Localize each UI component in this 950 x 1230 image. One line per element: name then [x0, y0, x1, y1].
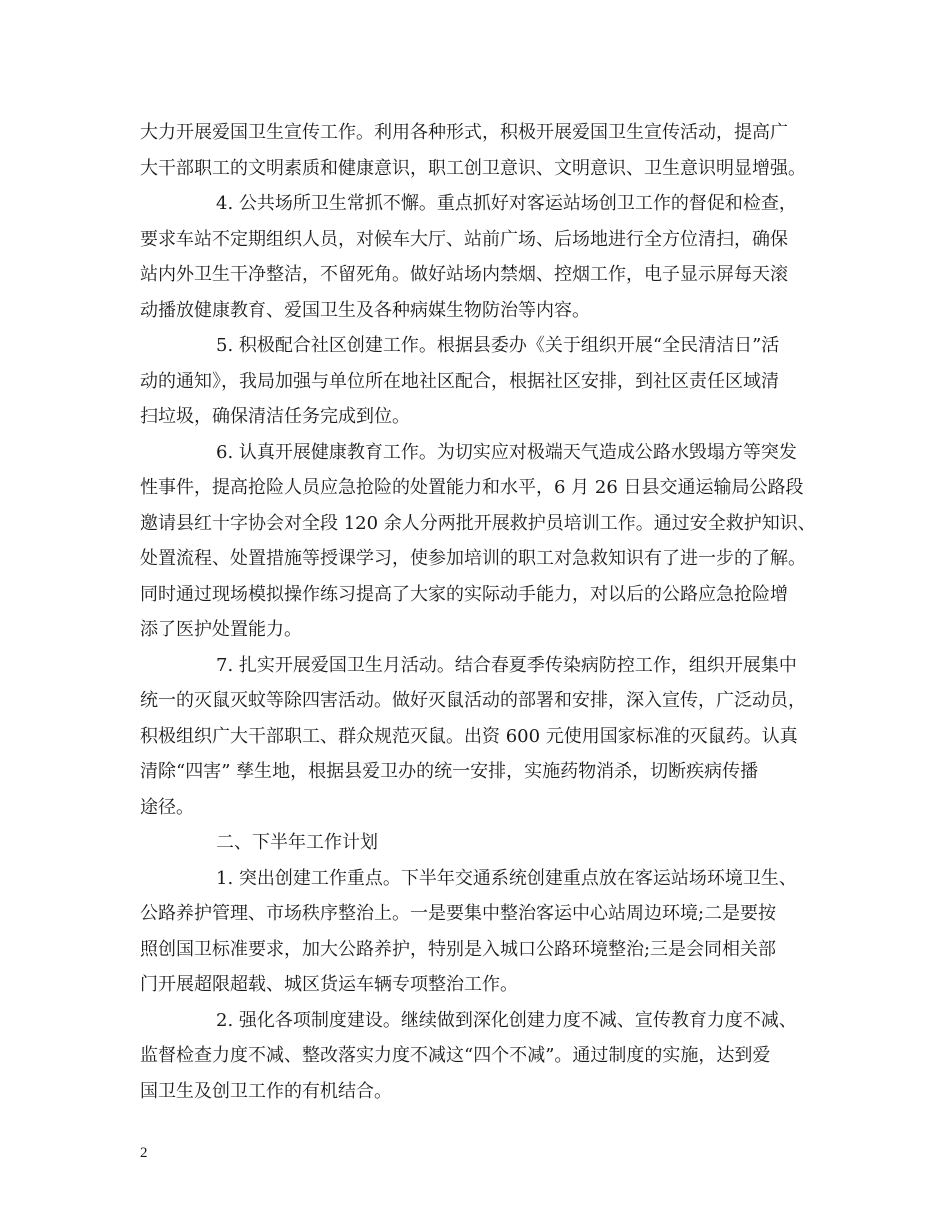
- text-line: 积极组织广大干部职工、群众规范灭鼠。出资 600 元使用国家标准的灭鼠药。认真: [140, 725, 798, 747]
- text-line: 途径。: [140, 796, 194, 818]
- text-line: 2. 强化各项制度建设。继续做到深化创建力度不减、宣传教育力度不减、: [216, 1009, 797, 1031]
- text-line: 4. 公共场所卫生常抓不懈。重点抓好对客运站场创卫工作的督促和检查，: [216, 193, 797, 214]
- text-line: 监督检查力度不减、整改落实力度不减这“四个不减”。通过制度的实施，达到爱: [140, 1045, 771, 1066]
- text-line: 同时通过现场模拟操作练习提高了大家的实际动手能力，对以后的公路应急抢险增: [140, 583, 788, 605]
- document-body: [140, 115, 820, 1109]
- text-line: 扫垃圾，确保清洁任务完成到位。: [140, 406, 410, 427]
- text-line: 性事件，提高抢险人员应急抢险的处置能力和水平，6 月 26 日县交通运输局公路段: [140, 477, 804, 498]
- text-line: 1. 突出创建工作重点。下半年交通系统创建重点放在客运站场环境卫生、: [216, 867, 797, 889]
- text-line: 站内外卫生干净整洁，不留死角。做好站场内禁烟、控烟工作，电子显示屏每天滚: [140, 264, 788, 285]
- text-line: 大力开展爱国卫生宣传工作。利用各种形式，积极开展爱国卫生宣传活动，提高广: [140, 122, 788, 143]
- text-line: 添了医护处置能力。: [140, 619, 302, 640]
- text-line: 6. 认真开展健康教育工作。为切实应对极端天气造成公路水毁塌方等突发: [216, 441, 797, 463]
- text-line: 处置流程、处置措施等授课学习，使参加培训的职工对急救知识有了进一步的了解。: [140, 548, 806, 569]
- text-line: 门开展超限超载、城区货运车辆专项整治工作。: [140, 974, 518, 995]
- text-line: 动播放健康教育、爱国卫生及各种病媒生物防治等内容。: [140, 299, 590, 321]
- text-line: 邀请县红十字协会对全段 120 余人分两批开展救护员培训工作。通过安全救护知识、: [140, 512, 816, 534]
- text-line: 动的通知》，我局加强与单位所在地社区配合，根据社区安排，到社区责任区域清: [140, 370, 779, 392]
- text-line: 照创国卫标准要求，加大公路养护，特别是入城口公路环境整治;三是会同相关部: [140, 938, 777, 960]
- text-line: 国卫生及创卫工作的有机结合。: [140, 1080, 392, 1102]
- page-number: 2: [140, 1145, 148, 1161]
- text-line: 大干部职工的文明素质和健康意识，职工创卫意识、文明意识、卫生意识明显增强。: [140, 157, 806, 179]
- text-line: 7. 扎实开展爱国卫生月活动。结合春夏季传染病防控工作，组织开展集中: [216, 654, 797, 676]
- text-line: 公路养护管理、市场秩序整治上。一是要集中整治客运中心站周边环境;二是要按: [140, 903, 777, 924]
- text-line: 要求车站不定期组织人员，对候车大厅、站前广场、后场地进行全方位清扫，确保: [140, 228, 788, 250]
- text-line: 统一的灭鼠灭蚊等除四害活动。做好灭鼠活动的部署和安排，深入宣传，广泛动员，: [140, 690, 806, 711]
- text-line: 5. 积极配合社区创建工作。根据县委办《关于组织开展“全民清洁日”活: [216, 335, 780, 356]
- text-line: 清除“四害” 孳生地，根据县爱卫办的统一安排，实施药物消杀，切断疾病传播: [140, 761, 759, 782]
- text-line: 二、下半年工作计划: [216, 832, 378, 853]
